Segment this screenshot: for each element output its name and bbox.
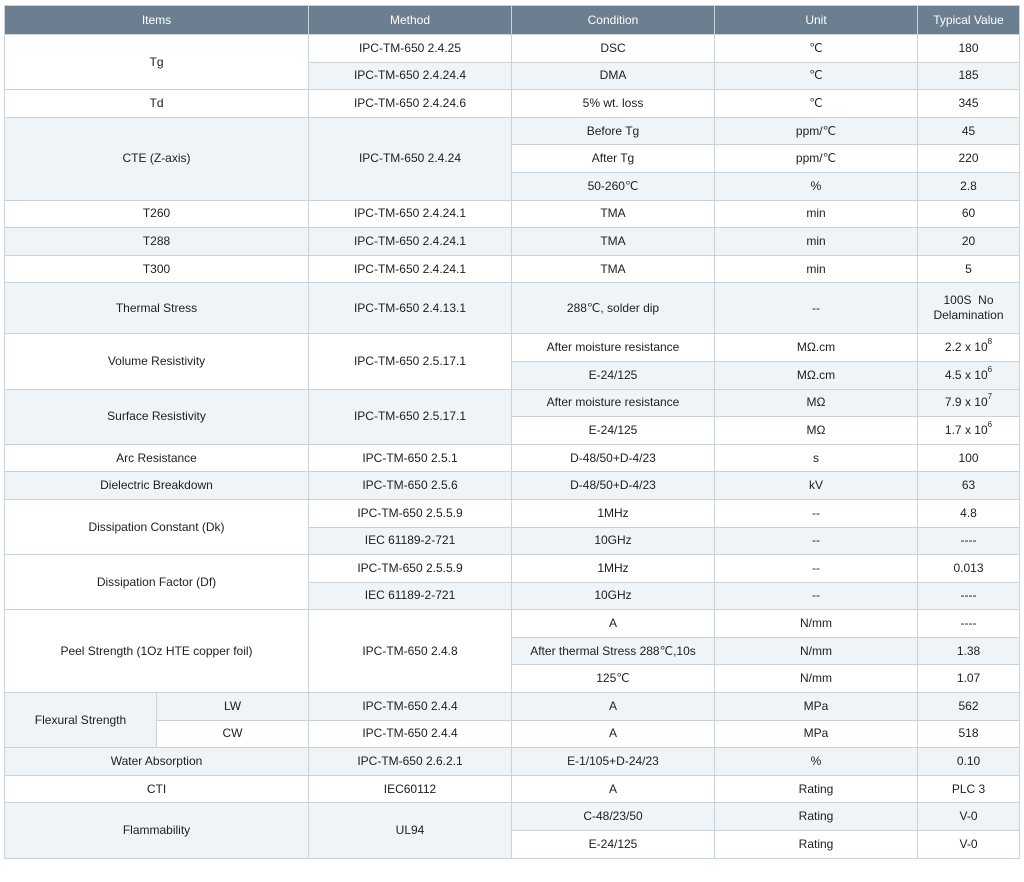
- value-cell: 2.8: [918, 172, 1020, 200]
- item-cell: Dissipation Constant (Dk): [5, 499, 309, 554]
- unit-cell: --: [715, 499, 918, 527]
- value-exponent: 7: [987, 392, 993, 402]
- unit-cell: %: [715, 172, 918, 200]
- method-cell: IPC-TM-650 2.4.24: [309, 117, 512, 200]
- method-cell: IPC-TM-650 2.4.25: [309, 35, 512, 63]
- header-condition: Condition: [512, 6, 715, 35]
- value-base: 4.5 x 10: [944, 367, 988, 382]
- unit-cell: Rating: [715, 775, 918, 803]
- condition-cell: 1MHz: [512, 499, 715, 527]
- condition-cell: DSC: [512, 35, 715, 63]
- table-row: [5, 499, 1020, 527]
- unit-cell: N/mm: [715, 665, 918, 693]
- condition-cell: Before Tg: [512, 117, 715, 145]
- condition-cell: 1MHz: [512, 555, 715, 583]
- item-cell: T288: [5, 228, 309, 256]
- item-cell: Surface Resistivity: [5, 389, 309, 444]
- condition-cell: DMA: [512, 62, 715, 90]
- table-row: [5, 200, 1020, 228]
- table-row: [5, 610, 1020, 638]
- condition-cell: TMA: [512, 228, 715, 256]
- method-cell: IPC-TM-650 2.4.24.1: [309, 255, 512, 283]
- method-cell: IPC-TM-650 2.5.17.1: [309, 334, 512, 389]
- item-cell: Thermal Stress: [5, 283, 309, 334]
- unit-cell: MΩ: [715, 417, 918, 445]
- item-cell: Dissipation Factor (Df): [5, 555, 309, 610]
- value-cell: 220: [918, 145, 1020, 173]
- method-cell: IPC-TM-650 2.4.13.1: [309, 283, 512, 334]
- unit-cell: ppm/℃: [715, 145, 918, 173]
- unit-cell: N/mm: [715, 610, 918, 638]
- item-cell: Tg: [5, 35, 309, 90]
- value-cell: 1.07: [918, 665, 1020, 693]
- method-cell: IPC-TM-650 2.4.24.1: [309, 200, 512, 228]
- method-cell: IPC-TM-650 2.5.1: [309, 444, 512, 472]
- unit-cell: --: [715, 555, 918, 583]
- condition-cell: After thermal Stress 288℃,10s: [512, 637, 715, 665]
- condition-cell: C-48/23/50: [512, 803, 715, 831]
- condition-cell: After moisture resistance: [512, 334, 715, 362]
- value-cell: 180: [918, 35, 1020, 63]
- condition-cell: 5% wt. loss: [512, 90, 715, 118]
- value-cell: 63: [918, 472, 1020, 500]
- unit-cell: --: [715, 283, 918, 334]
- method-cell: IPC-TM-650 2.6.2.1: [309, 748, 512, 776]
- item-cell: Dielectric Breakdown: [5, 472, 309, 500]
- value-cell: 1.38: [918, 637, 1020, 665]
- value-cell: [918, 389, 1020, 417]
- properties-table: [4, 5, 1020, 859]
- unit-cell: kV: [715, 472, 918, 500]
- value-cell: PLC 3: [918, 775, 1020, 803]
- value-cell: 518: [918, 720, 1020, 748]
- value-cell: 5: [918, 255, 1020, 283]
- method-cell: IEC 61189-2-721: [309, 527, 512, 555]
- item-cell: CTE (Z-axis): [5, 117, 309, 200]
- value-cell: 60: [918, 200, 1020, 228]
- item-cell: Td: [5, 90, 309, 118]
- condition-cell: E-24/125: [512, 831, 715, 859]
- condition-cell: 10GHz: [512, 527, 715, 555]
- unit-cell: MΩ: [715, 389, 918, 417]
- unit-cell: MΩ.cm: [715, 334, 918, 362]
- table-row: [5, 472, 1020, 500]
- table-row: [5, 775, 1020, 803]
- table-row: [5, 720, 1020, 748]
- value-cell: 4.8: [918, 499, 1020, 527]
- value-cell: ----: [918, 582, 1020, 610]
- condition-cell: A: [512, 775, 715, 803]
- table-row: [5, 748, 1020, 776]
- method-cell: UL94: [309, 803, 512, 858]
- unit-cell: s: [715, 444, 918, 472]
- unit-cell: MPa: [715, 720, 918, 748]
- value-cell: 45: [918, 117, 1020, 145]
- item-cell: T300: [5, 255, 309, 283]
- value-cell: V-0: [918, 831, 1020, 859]
- condition-cell: TMA: [512, 255, 715, 283]
- unit-cell: Rating: [715, 831, 918, 859]
- unit-cell: --: [715, 582, 918, 610]
- item-cell: Flexural Strength: [5, 693, 157, 748]
- item-cell: CTI: [5, 775, 309, 803]
- table-row: [5, 389, 1020, 417]
- sub-item-cell: LW: [157, 693, 309, 721]
- unit-cell: N/mm: [715, 637, 918, 665]
- condition-cell: After Tg: [512, 145, 715, 173]
- value-cell: ----: [918, 610, 1020, 638]
- unit-cell: MΩ.cm: [715, 361, 918, 389]
- unit-cell: min: [715, 255, 918, 283]
- method-cell: IPC-TM-650 2.4.4: [309, 720, 512, 748]
- table-row: [5, 283, 1020, 334]
- table-row: [5, 693, 1020, 721]
- value-cell: 0.10: [918, 748, 1020, 776]
- value-exponent: 6: [987, 419, 993, 429]
- value-cell: ----: [918, 527, 1020, 555]
- item-cell: Arc Resistance: [5, 444, 309, 472]
- method-cell: IPC-TM-650 2.5.17.1: [309, 389, 512, 444]
- header-row: [5, 6, 1020, 35]
- table-row: [5, 117, 1020, 145]
- table-row: [5, 334, 1020, 362]
- method-cell: IPC-TM-650 2.5.5.9: [309, 555, 512, 583]
- condition-cell: A: [512, 720, 715, 748]
- value-line-2: Delamination: [933, 308, 1004, 323]
- value-cell: 100: [918, 444, 1020, 472]
- condition-cell: A: [512, 693, 715, 721]
- method-cell: IPC-TM-650 2.4.24.1: [309, 228, 512, 256]
- condition-cell: E-1/105+D-24/23: [512, 748, 715, 776]
- table-row: [5, 803, 1020, 831]
- item-cell: Water Absorption: [5, 748, 309, 776]
- condition-cell: D-48/50+D-4/23: [512, 472, 715, 500]
- table-row: [5, 255, 1020, 283]
- header-method: Method: [309, 6, 512, 35]
- condition-cell: D-48/50+D-4/23: [512, 444, 715, 472]
- item-cell: Peel Strength (1Oz HTE copper foil): [5, 610, 309, 693]
- unit-cell: ℃: [715, 90, 918, 118]
- item-cell: Flammability: [5, 803, 309, 858]
- header-items: Items: [5, 6, 309, 35]
- condition-cell: 288℃, solder dip: [512, 283, 715, 334]
- unit-cell: min: [715, 228, 918, 256]
- unit-cell: --: [715, 527, 918, 555]
- value-cell: [918, 334, 1020, 362]
- method-cell: IPC-TM-650 2.5.5.9: [309, 499, 512, 527]
- table-row: [5, 444, 1020, 472]
- unit-cell: ℃: [715, 35, 918, 63]
- condition-cell: E-24/125: [512, 417, 715, 445]
- method-cell: IPC-TM-650 2.5.6: [309, 472, 512, 500]
- condition-cell: E-24/125: [512, 361, 715, 389]
- value-cell: V-0: [918, 803, 1020, 831]
- unit-cell: ppm/℃: [715, 117, 918, 145]
- method-cell: IPC-TM-650 2.4.24.4: [309, 62, 512, 90]
- condition-cell: 125℃: [512, 665, 715, 693]
- unit-cell: Rating: [715, 803, 918, 831]
- table-row: [5, 90, 1020, 118]
- method-cell: IEC60112: [309, 775, 512, 803]
- item-cell: Volume Resistivity: [5, 334, 309, 389]
- item-cell: T260: [5, 200, 309, 228]
- value-cell: [918, 361, 1020, 389]
- value-cell: [918, 283, 1020, 334]
- header-unit: Unit: [715, 6, 918, 35]
- condition-cell: 10GHz: [512, 582, 715, 610]
- value-exponent: 6: [987, 364, 993, 374]
- condition-cell: A: [512, 610, 715, 638]
- method-cell: IEC 61189-2-721: [309, 582, 512, 610]
- value-cell: 345: [918, 90, 1020, 118]
- header-typical-value: Typical Value: [918, 6, 1020, 35]
- method-cell: IPC-TM-650 2.4.24.6: [309, 90, 512, 118]
- value-line-1: 100S No: [943, 293, 994, 308]
- condition-cell: 50-260℃: [512, 172, 715, 200]
- table-row: [5, 555, 1020, 583]
- sub-item-cell: CW: [157, 720, 309, 748]
- value-cell: 185: [918, 62, 1020, 90]
- value-base: 7.9 x 10: [944, 395, 988, 410]
- value-base: 2.2 x 10: [944, 340, 988, 355]
- unit-cell: %: [715, 748, 918, 776]
- method-cell: IPC-TM-650 2.4.4: [309, 693, 512, 721]
- unit-cell: MPa: [715, 693, 918, 721]
- value-cell: 20: [918, 228, 1020, 256]
- table-row: [5, 228, 1020, 256]
- method-cell: IPC-TM-650 2.4.8: [309, 610, 512, 693]
- value-cell: 562: [918, 693, 1020, 721]
- value-cell: [918, 417, 1020, 445]
- value-base: 1.7 x 10: [944, 422, 988, 437]
- value-exponent: 8: [987, 337, 993, 347]
- unit-cell: min: [715, 200, 918, 228]
- table-row: [5, 35, 1020, 63]
- unit-cell: ℃: [715, 62, 918, 90]
- value-cell: 0.013: [918, 555, 1020, 583]
- condition-cell: After moisture resistance: [512, 389, 715, 417]
- condition-cell: TMA: [512, 200, 715, 228]
